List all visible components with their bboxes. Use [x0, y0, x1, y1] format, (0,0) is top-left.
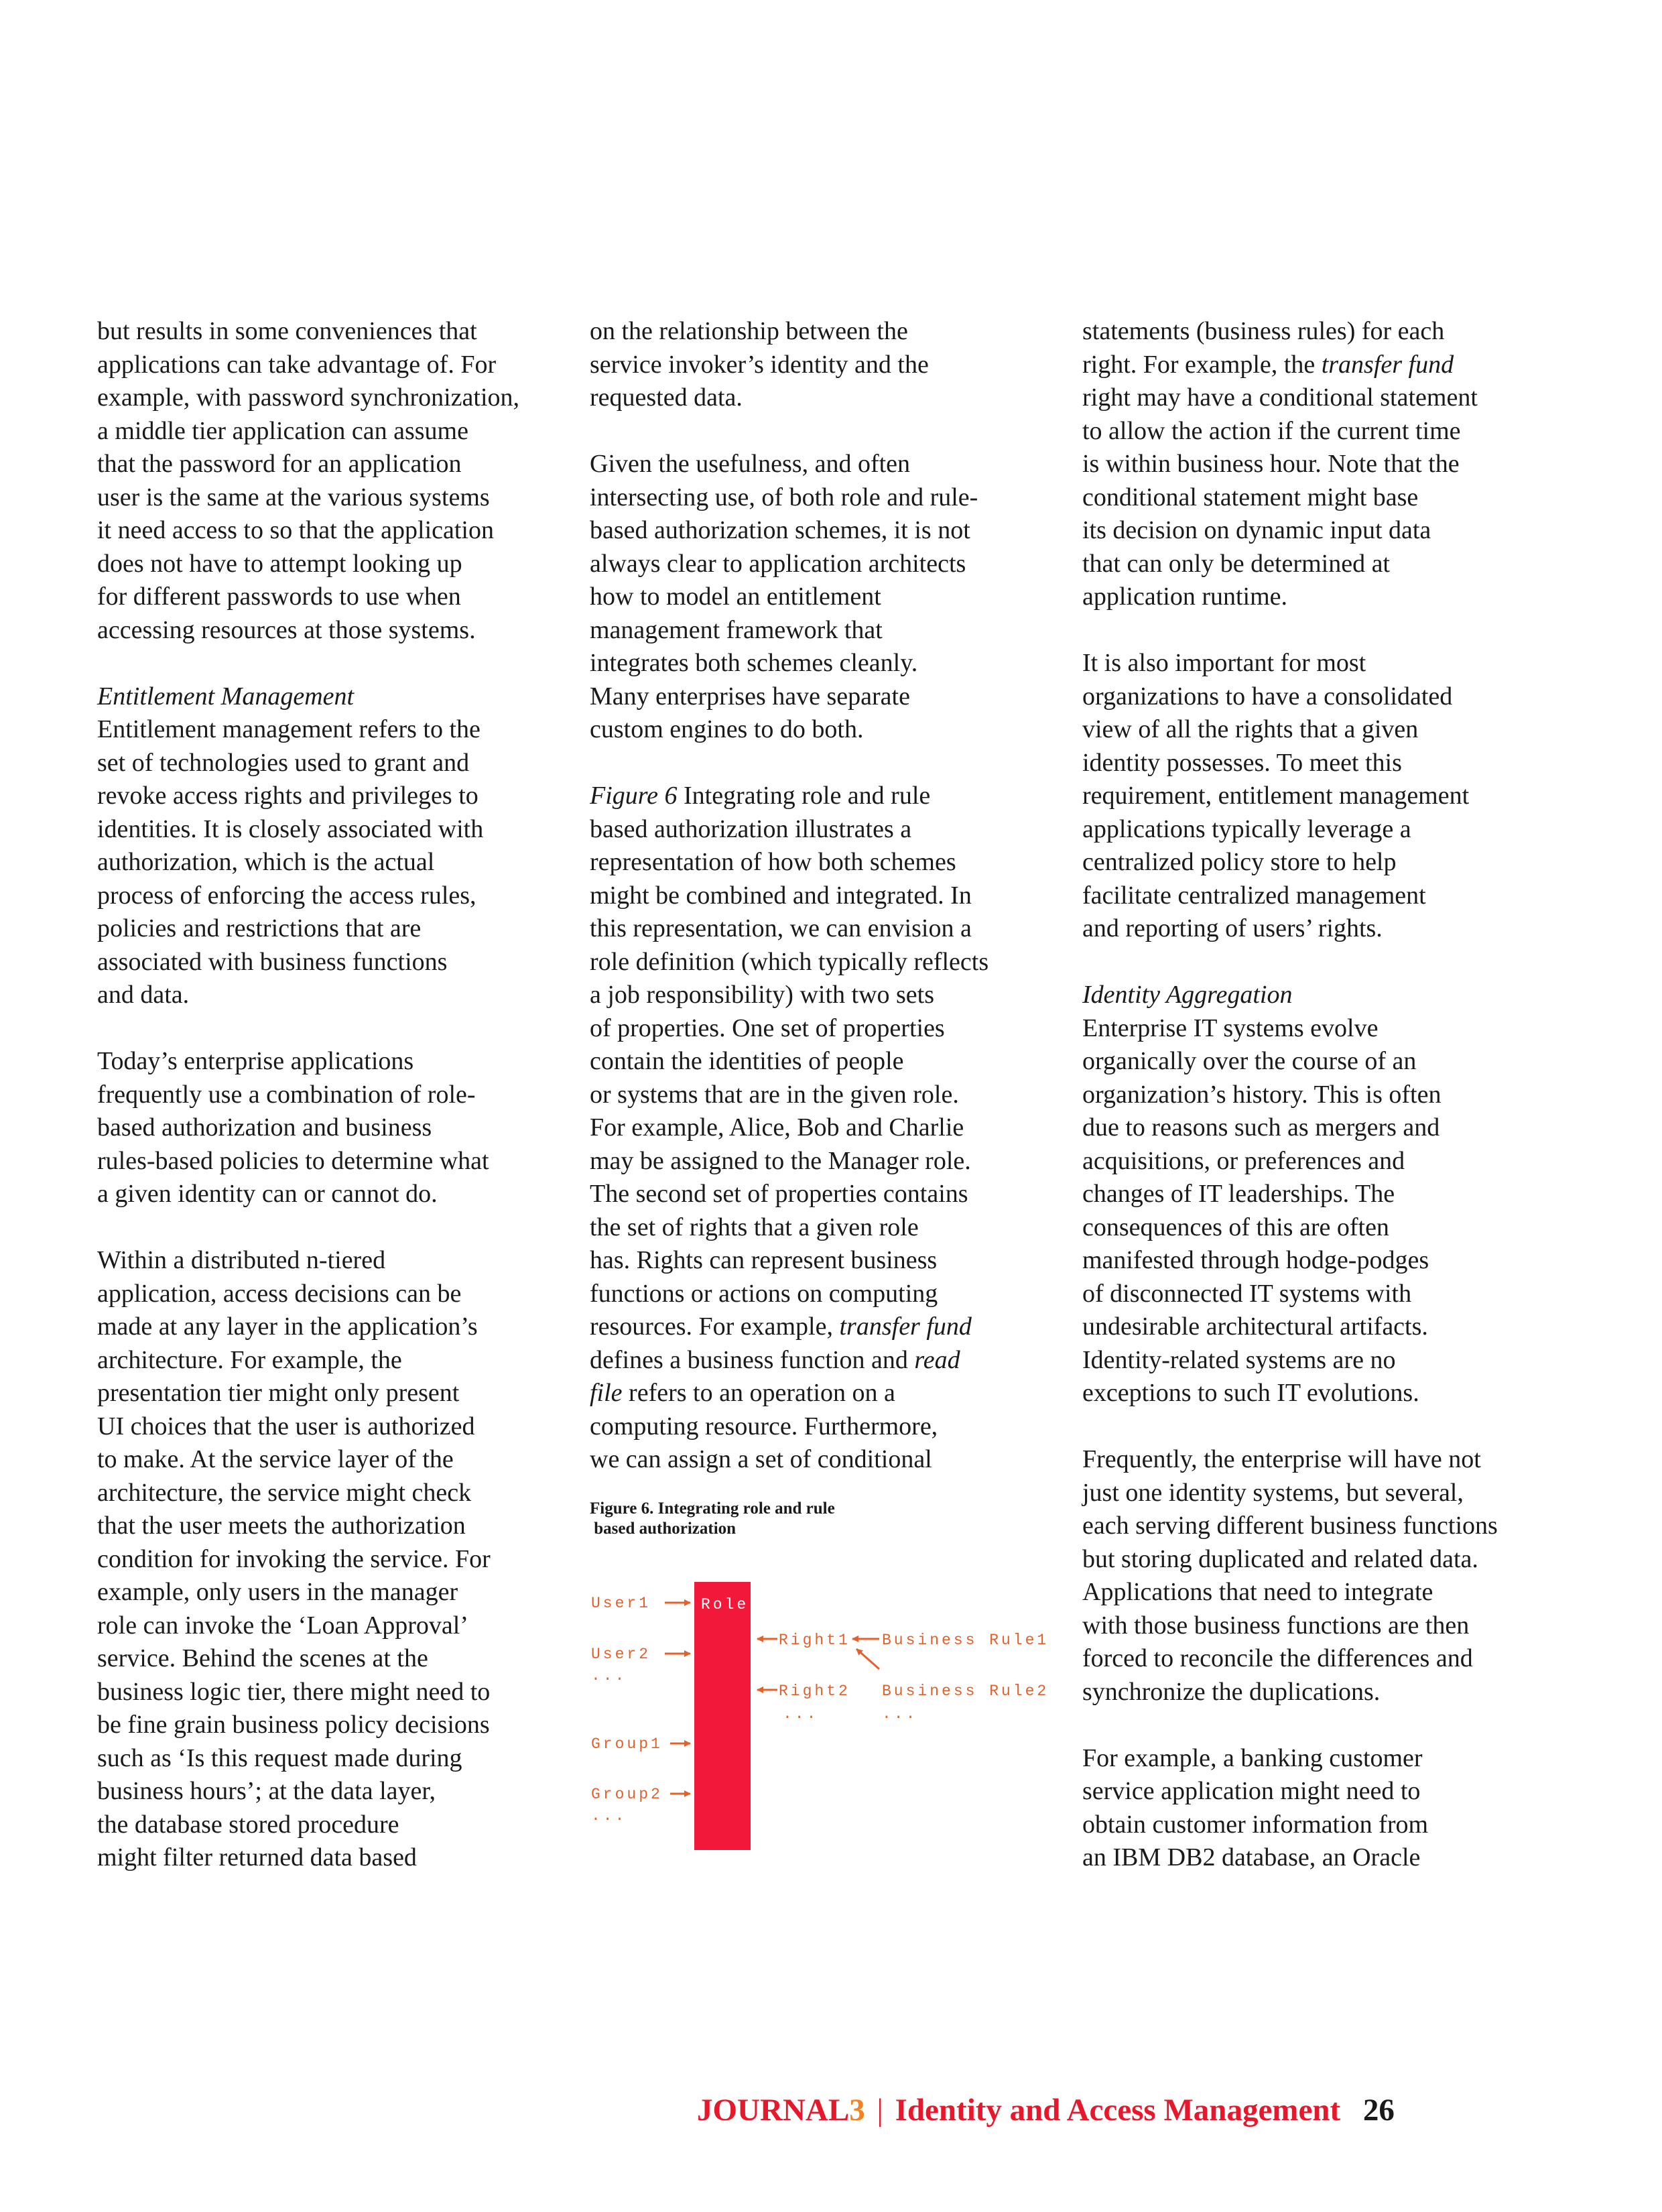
paragraph: It is also important for most organizations to have a consolidated view of all the rights that a given identity possesses. To meet this requirement, entitlement management applications typically leverage a centralized policy store to help facilitate centralized management and reporting of users’ rights. [1082, 649, 1470, 942]
footer-separator: | [877, 2093, 883, 2128]
paragraph: statements (business rules) for each right. For example, the transfer fund right may have a conditional statement to allow the action if the current time is within business hour. Note that the conditional statement might base its decision on dynamic input data that can only be determined at application runtime. [1082, 317, 1478, 611]
paragraph: Figure 6 Integrating role and rule based authorization illustrates a representation of how both schemes might be combined and integrated. In this representation, we can envision a role definition (which typically reflects a job responsibility) with two sets of properties. One set of properties contain the identities of people or systems that are in the given role. For example, Alice, Bob and Charlie may be assigned to the Manager role. The second set of properties contains the set of rights that a given role has. Rights can represent business functions or actions on computing resources. For example, transfer fund defines a business function and read file refers to an operation on a computing resource. Furthermore, we can assign a set of conditional [590, 782, 989, 1473]
page-number: 26 [1362, 2093, 1395, 2128]
paragraph: For example, a banking customer service application might need to obtain customer information from an IBM DB2 database, an Oracle [1082, 1743, 1429, 1871]
page-footer [697, 2090, 1541, 2130]
diagram-svg [583, 1582, 1066, 1850]
group1-label: Group1 [591, 1735, 663, 1753]
paragraph: but results in some conveniences that applications can take advantage of. For example, with password synchronization, a middle tier application can assume that the password for an application user is the same at the various systems it need access to so that the application does not have to attempt looking up for different passwords to use when accessing resources at those systems. [97, 317, 520, 644]
italic-term: transfer fund [839, 1312, 972, 1341]
journal-issue: 3 [849, 2093, 865, 2128]
paragraph: Frequently, the enterprise will have not just one identity systems, but several, each serving different business functions but storing duplicated and related data. Applications that need to integrate with those business functions are then forced to reconcile the differences and synchronize the duplications. [1082, 1445, 1498, 1706]
paragraph: Today’s enterprise applications frequently use a combination of role- based authorization and business rules-based policies to determine what a given identity can or cannot do. [97, 1047, 489, 1208]
text-column-2 [590, 315, 1052, 1510]
paragraph: Identity Aggregation Enterprise IT systems evolve organically over the course of an organization’s history. This is often due to reasons such as mergers and acquisitions, or preferences and changes of IT leaderships. The consequences of this are often manifested through hodge-podges of disconnected IT systems with undesirable architectural artifacts. Identity-related systems are no exceptions to such IT evolutions. [1082, 979, 1545, 1410]
groups-more: ... [591, 1807, 627, 1825]
section-heading-identity-aggregation: Identity Aggregation [1082, 981, 1293, 1009]
paragraph: Given the usefulness, and often intersecting use, of both role and rule- based authorization schemes, it is not always clear to application architects how to model an entitlement management framework that integrates both schemes cleanly. Many enterprises have separate custom engines to do both. [590, 450, 978, 743]
text-column-1 [97, 315, 560, 1908]
user2-label: User2 [591, 1646, 651, 1663]
paragraph: Within a distributed n-tiered application, access decisions can be made at any layer in the application’s architecture. For example, the presentation tier might only present UI choices that the user is authorized to make. At the service layer of the architecture, the service might check that the user meets the authorization condition for invoking the service. For example, only users in the manager role can invoke the ‘Loan Approval’ service. Behind the scenes at the business logic tier, there might need to be fine grain business policy decisions such as ‘Is this request made during business hours’; at the data layer, the database stored procedure might filter returned data based [97, 1246, 491, 1871]
section-title: Identity and Access Management [895, 2093, 1341, 2128]
journal-name: JOURNAL [697, 2093, 850, 2128]
italic-term: read [914, 1345, 960, 1374]
rule2-label: Business Rule2 [882, 1682, 1049, 1700]
role-rule-diagram [583, 1582, 1066, 1850]
figure-caption: Figure 6. Integrating role and rule based authorization [590, 1499, 835, 1538]
rights-more: ... [783, 1705, 819, 1723]
text-column-3 [1082, 315, 1545, 1908]
italic-term: file [590, 1379, 623, 1407]
users-more: ... [591, 1667, 627, 1684]
role-label: Role [701, 1596, 749, 1613]
right1-label: Right1 [779, 1632, 850, 1649]
group2-label: Group2 [591, 1786, 663, 1803]
rules-more: ... [882, 1705, 918, 1723]
rule1-label: Business Rule1 [882, 1632, 1049, 1649]
role-box [694, 1582, 751, 1850]
section-heading-entitlement-management: Entitlement Management [97, 682, 355, 711]
rule2-to-right1-arrow [856, 1649, 879, 1669]
paragraph: on the relationship between the service invoker’s identity and the requested data. [590, 317, 929, 412]
italic-term: transfer fund [1321, 350, 1454, 379]
italic-term: Figure 6 [590, 782, 678, 810]
right2-label: Right2 [779, 1682, 850, 1700]
user1-label: User1 [591, 1595, 651, 1612]
paragraph: Entitlement Management Entitlement management refers to the set of technologies used to grant and revoke access rights and privileges to identities. It is closely associated with authorization, which is the actual process of enforcing the access rules, policies and restrictions that are associated with business functions and data. [97, 680, 560, 1012]
